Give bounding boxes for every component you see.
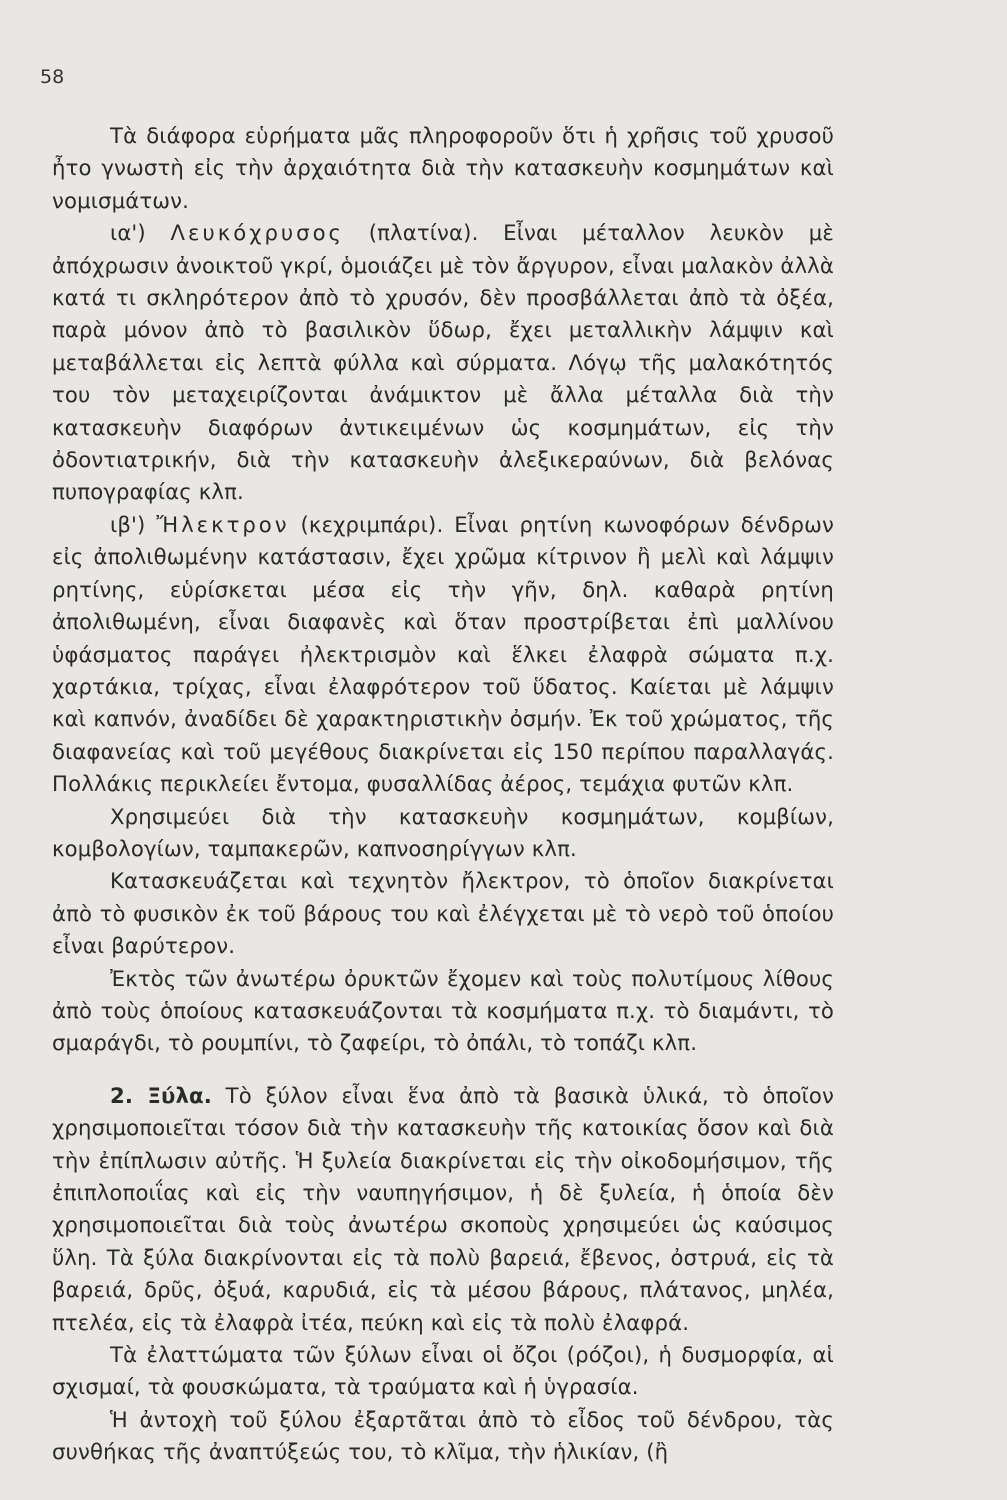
paragraph-text: (κεχριμπάρι). Εἶναι ρητίνη κωνοφόρων δένδρων εἰς ἀπολιθωμένην κατάστασιν, ἔχει χρῶμα κίτρινον ἢ μελὶ καὶ λάμψιν ρητίνης, εὑρίσκεται μέσα εἰς τὴν γῆν, δηλ. καθαρὰ ρητίνη ἀπολιθωμένη, εἶναι διαφανὲς καὶ ὅταν προστρίβεται ἐπὶ μαλλίνου ὑφάσματος παράγει ἠλεκτρισμὸν καὶ ἕλκει ἐλαφρὰ σώματα π.χ. χαρτάκια, τρίχας, εἶναι ἐλαφρότερον τοῦ ὕδατος. Καίεται μὲ λάμψιν καὶ καπνόν, ἀναδίδει δὲ χαρακτηριστικὴν ὀσμήν. Ἐκ τοῦ χρώματος, τῆς διαφανείας καὶ τοῦ μεγέθους διακρίνεται εἰς 150 περίπου παραλλαγάς. Πολλάκις περικλείει ἔντομα, φυσαλλίδας ἀέρος, τεμάχια φυτῶν κλπ. <box>52 511 834 797</box>
paragraph-text: (πλατίνα). Εἶναι μέταλλον λευκὸν μὲ ἀπόχρωσιν ἀνοικτοῦ γκρί, ὁμοιάζει μὲ τὸν ἄργυρον, εἶναι μαλακὸν ἀλλὰ κατά τι σκληρότερον ἀπὸ τὸ χρυσόν, δὲν προσβάλλεται ἀπὸ τὰ ὀξέα, παρὰ μόνον ἀπὸ τὸ βασιλικὸν ὕδωρ, ἔχει μεταλλικὴν λάμψιν καὶ μεταβάλλεται εἰς λεπτὰ φύλλα καὶ σύρματα. Λόγῳ τῆς μαλακότητός του τὸν μεταχειρίζονται ἀνάμικτον μὲ ἄλλα μέταλλα διὰ τὴν κατασκευὴν διαφόρων ἀντικειμένων ὡς κοσμημάτων, εἰς τὴν ὀδοντιατρικήν, διὰ τὴν κατασκευὴν ἀλεξικεραύνων, διὰ βελόνας πυπογραφίας κλπ. <box>52 220 834 505</box>
paragraph-platinum <box>52 217 834 509</box>
paragraph-wood <box>52 1080 834 1339</box>
term-platinum: Λευκόχρυσος <box>170 220 344 246</box>
section-heading-wood: 2. Ξύλα. <box>110 1082 212 1108</box>
term-amber: Ἤλεκτρον <box>156 511 290 537</box>
paragraph-text: Τὸ ξύλον εἶναι ἕνα ἀπὸ τὰ βασικὰ ὑλικά, τὸ ὁποῖον χρησιμοποιεῖται τόσον διὰ τὴν κατασκευὴν τῆς κατοικίας ὅσον καὶ διὰ τὴν ἐπίπλωσιν αὐτῆς. Ἡ ξυλεία διακρίνεται εἰς τὴν οἰκοδομήσιμον, τῆς ἐπιπλοποιΐας καὶ εἰς τὴν ναυπηγήσιμον, ἡ δὲ ξυλεία, ἡ ὁποία δὲν χρησιμοποιεῖται διὰ τοὺς ἀνωτέρω σκοποὺς χρησιμεύει ὡς καύσιμος ὕλη. Τὰ ξύλα διακρίνονται εἰς τὰ πολὺ βαρειά, ἔβενος, ὀστρυά, εἰς τὰ βαρειά, δρῦς, ὀξυά, καρυδιά, εἰς τὰ μέσου βάρους, πλάτανος, μηλέα, πτελέα, εἰς τὰ ἐλαφρὰ ἰτέα, πεύκη καὶ εἰς τὰ πολὺ ἐλαφρά. <box>52 1082 834 1335</box>
paragraph-wood-strength: Ἡ ἀντοχὴ τοῦ ξύλου ἐξαρτᾶται ἀπὸ τὸ εἶδος τοῦ δένδρου, τὰς συνθήκας τῆς ἀναπτύξεώς του, τὸ κλῖμα, τὴν ἡλικίαν, (ἢ <box>52 1406 834 1465</box>
paragraph-amber <box>52 509 834 801</box>
paragraph-amber-uses: Χρησιμεύει διὰ τὴν κατασκευὴν κοσμημάτων, κομβίων, κομβολογίων, ταμπακερῶν, καπνοσηρίγγων κλπ. <box>52 803 834 861</box>
paragraph-precious-stones: Ἐκτὸς τῶν ἀνωτέρω ὀρυκτῶν ἔχομεν καὶ τοὺς πολυτίμους λίθους ἀπὸ τοὺς ὁποίους κατασκευάζονται τὰ κοσμήματα π.χ. τὸ διαμάντι, τὸ σμαράγδι, τὸ ρουμπίνι, τὸ ζαφείρι, τὸ ὀπάλι, τὸ τοπάζι κλπ. <box>52 965 834 1056</box>
paragraph-wood-defects: Τὰ ἐλαττώματα τῶν ξύλων εἶναι οἱ ὄζοι (ρόζοι), ἡ δυσμορφία, αἱ σχισμαί, τὰ φουσκώματα, τὰ τραύματα καὶ ἡ ὑγρασία. <box>52 1342 834 1400</box>
page-number: 58 <box>40 66 65 88</box>
item-label: ιβ') <box>110 511 157 537</box>
paragraph-artificial-amber: Κατασκευάζεται καὶ τεχνητὸν ἤλεκτρον, τὸ ὁποῖον διακρίνεται ἀπὸ τὸ φυσικὸν ἐκ τοῦ βάρους του καὶ ἐλέγχεται μὲ τὸ νερὸ τοῦ ὁποίου εἶναι βαρύτερον. <box>52 868 834 959</box>
item-label: ια') <box>110 220 171 246</box>
paragraph-gold-intro: Τὰ διάφορα εὑρήματα μᾶς πληροφοροῦν ὅτι ἡ χρῆσις τοῦ χρυσοῦ ἦτο γνωστὴ εἰς τὴν ἀρχαιότητα διὰ τὴν κατασκευὴν κοσμημάτων καὶ νομισμάτων. <box>52 123 834 213</box>
page-text <box>52 120 834 1469</box>
